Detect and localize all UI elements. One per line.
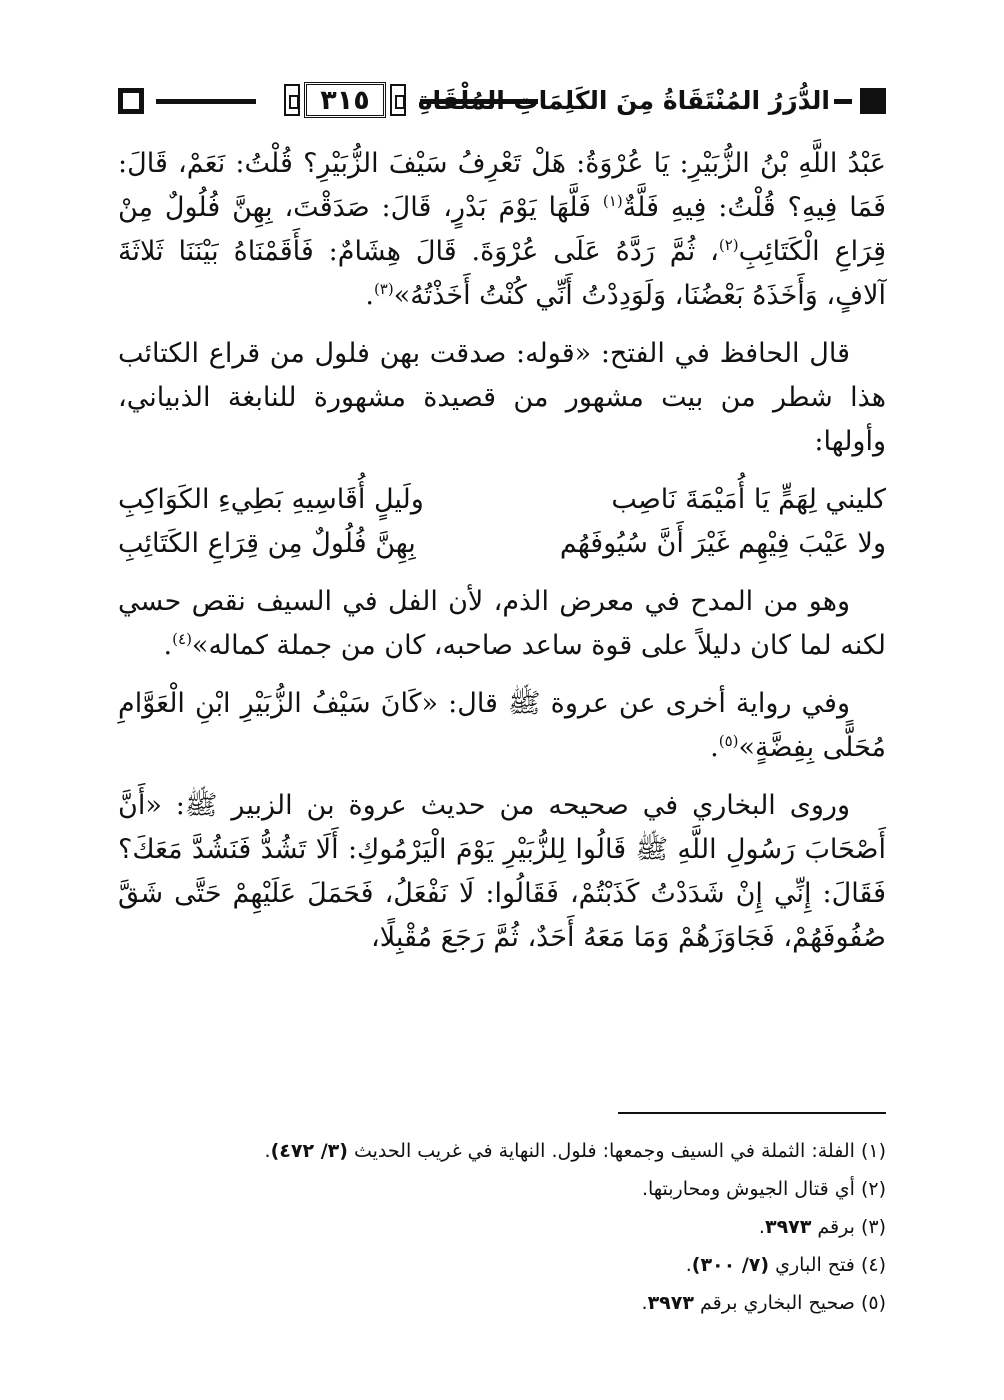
footnote-reference: ٣٩٧٣: [764, 1216, 812, 1238]
page-header: [118, 78, 886, 124]
footnotes: [118, 1132, 886, 1322]
footnote-ref-5[interactable]: (٥): [718, 732, 739, 750]
paragraph-text: ، ثُمَّ رَدَّهُ عَلَى عُرْوَةَ. قَالَ هِشَامٌ: فَأَقَمْنَاهُ بَيْنَنَا ثَلاثَةَ آلافٍ، وَأَخَذَهُ بَعْضُنَا، وَلَوَدِدْتُ أَنِّي كُنْتُ أَخَذْتُهُ»: [118, 236, 886, 311]
footnote-number: (٣): [860, 1216, 886, 1238]
poem: [118, 478, 886, 566]
header-ornament-icon: [390, 84, 406, 116]
footnote-item: [118, 1208, 886, 1246]
header-rule-right: [834, 99, 852, 104]
verse-first-hemistich: ولا عَيْبَ فِيْهِم غَيْرَ أَنَّ سُيُوفَهُم: [559, 528, 886, 559]
footnote-item: [118, 1132, 886, 1170]
header-rule-left: [156, 99, 256, 104]
poem-verse: [118, 522, 886, 566]
verse-second-hemistich: ولَيلٍ أُقَاسِيهِ بَطِيءِ الكَوَاكِبِ: [118, 484, 424, 515]
page-number: ٣١٥: [304, 82, 386, 118]
footnote-ref-1[interactable]: (١): [602, 192, 623, 210]
poem-verse: [118, 478, 886, 522]
footnote-number: (١): [860, 1140, 886, 1162]
footnote-ref-4[interactable]: (٤): [172, 630, 192, 648]
footnote-text: صحيح البخاري برقم: [693, 1292, 861, 1314]
paragraph-narration: [118, 682, 886, 770]
header-ornament-icon: [284, 84, 300, 116]
book-title: الدُّرَرُ المُنْتَقَاةُ مِنَ الكَلِمَاتِ المُلْقَاةِ: [417, 86, 830, 115]
footnote-reference: (٣/ ٤٧٢): [270, 1140, 348, 1162]
paragraph-text: عَبْدُ اللَّهِ بْنُ الزُّبَيْرِ: يَا عُرْوَةُ: هَلْ تَعْرِفُ سَيْفَ الزُّبَيْرِ؟ قُلْتُ: نَعَمْ، قَالَ: فَمَا فِيهِ؟ قُلْتُ: فِيهِ فَلَّةٌ: [118, 148, 886, 223]
footnote-end: .: [685, 1254, 692, 1276]
footnote-item: [118, 1284, 886, 1322]
footnote-item: [118, 1170, 886, 1208]
footnote-text: الفلة: الثملة في السيف وجمعها: فلول. النهاية في غريب الحديث: [347, 1140, 861, 1162]
paragraph-end: .: [710, 732, 719, 763]
paragraph-fath-quote: قال الحافظ في الفتح: «قوله: صدقت بهن فلول من قراع الكتائب هذا شطر من بيت مشهور من قصيدة مشهورة للنابغة الذبياني، وأولها:: [118, 338, 886, 457]
footnote-separator: [618, 1112, 886, 1114]
footnote-number: (٤): [860, 1254, 886, 1276]
footnote-ref-3[interactable]: (٣): [373, 280, 394, 298]
header-square-open-icon: [118, 88, 144, 114]
paragraph-text: وهو من المدح في معرض الذم، لأن الفل في السيف نقص حسي لكنه لما كان دليلاً على قوة ساعد صاحبه، كان من جملة كماله»: [118, 586, 886, 661]
verse-first-hemistich: كليني لِهَمٍّ يَا أُمَيْمَةَ نَاصِب: [611, 484, 886, 515]
footnote-reference: (٧/ ٣٠٠): [691, 1254, 770, 1276]
footnote-number: (٥): [860, 1292, 886, 1314]
footnote-item: [118, 1246, 886, 1284]
footnote-end: .: [758, 1216, 765, 1238]
paragraph-text: فَلَّهَا يَوْمَ بَدْرٍ، قَالَ: صَدَقْتَ، بِهِنَّ فُلُولٌ مِنْ قِرَاعِ الْكَتَائِبِ: [118, 192, 886, 267]
verse-second-hemistich: بِهِنَّ فُلُولٌ مِن قِرَاعِ الكَتَائِبِ: [118, 528, 416, 559]
paragraph-hadith-start: [118, 142, 886, 318]
header-square-solid-icon: [860, 88, 886, 114]
footnote-text: برقم: [811, 1216, 861, 1238]
footnote-end: .: [641, 1292, 648, 1314]
paragraph-commentary: [118, 580, 886, 668]
footnote-number: (٢): [860, 1178, 886, 1200]
footnote-ref-2[interactable]: (٢): [718, 236, 739, 254]
footnote-text: فتح الباري: [769, 1254, 861, 1276]
footnote-text: أي قتال الجيوش ومحاربتها.: [641, 1178, 861, 1200]
paragraph-end: .: [163, 630, 173, 661]
paragraph-end: .: [365, 280, 374, 311]
paragraph-text: وفي رواية أخرى عن عروة ﷺ قال: «كَانَ سَيْفُ الزُّبَيْرِ ابْنِ الْعَوَّامِ مُحَلًّى بِفِضَّةٍ»: [118, 688, 886, 763]
paragraph-bukhari: وروى البخاري في صحيحه من حديث عروة بن الزبير ﷺ: «أَنَّ أَصْحَابَ رَسُولِ اللَّهِ ﷺ قَالُوا لِلزُّبَيْرِ يَوْمَ الْيَرْمُوكِ: أَلَا تَشُدُّ فَنَشُدَّ مَعَكَ؟ فَقَالَ: إِنِّي إِنْ شَدَدْتُ كَذَبْتُمْ، فَقَالُوا: لَا نَفْعَلُ، فَحَمَلَ عَلَيْهِمْ حَتَّى شَقَّ صُفُوفَهُمْ، فَجَاوَزَهُمْ وَمَا مَعَهُ أَحَدٌ، ثُمَّ رَجَعَ مُقْبِلًا،: [118, 790, 886, 953]
footnote-reference: ٣٩٧٣: [647, 1292, 694, 1314]
footnote-end: .: [264, 1140, 271, 1162]
main-text: [118, 142, 886, 960]
